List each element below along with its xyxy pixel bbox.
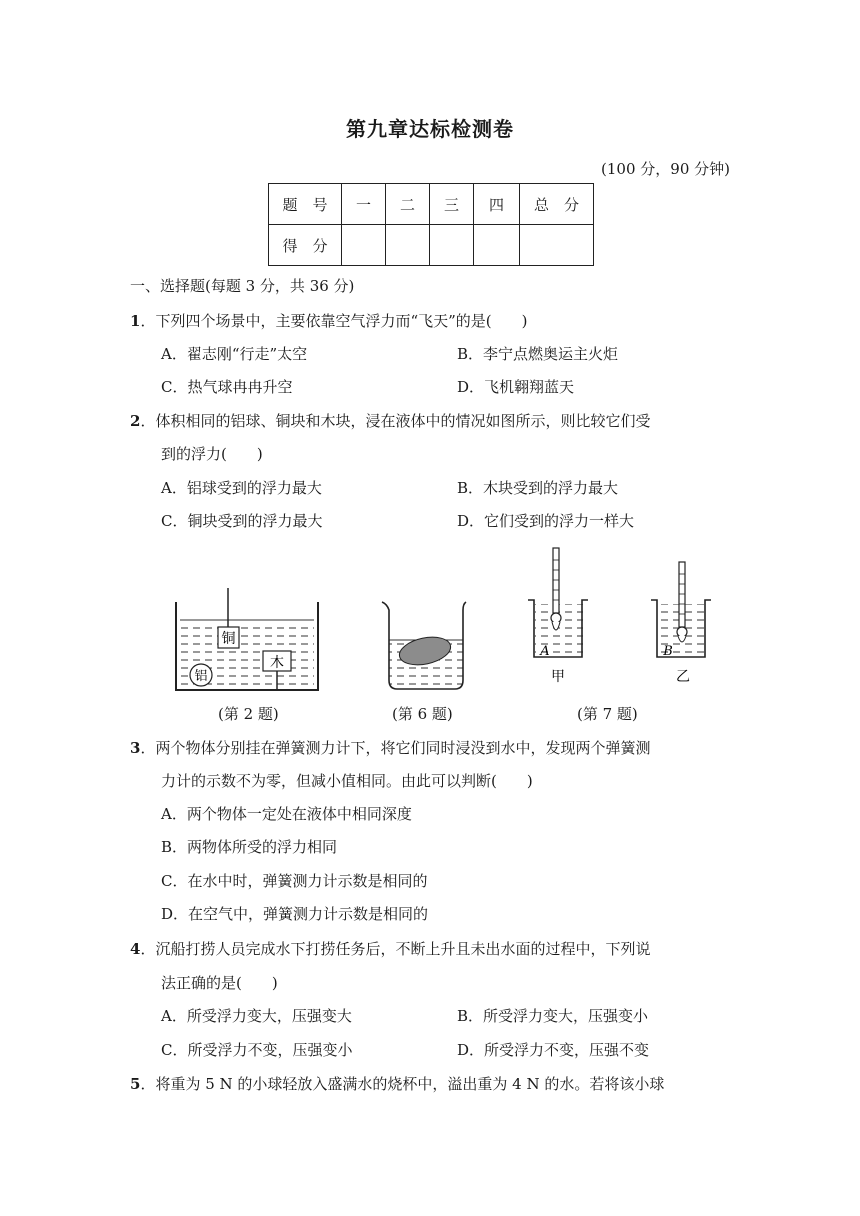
question-number: 1 (130, 312, 141, 330)
score-row-label: 得 分 (269, 225, 342, 266)
question-text: ．沉船打捞人员完成水下打捞任务后，不断上升且未出水面的过程中，下列说 (140, 940, 651, 958)
question-text: ．两个物体分别挂在弹簧测力计下，将它们同时浸没到水中，发现两个弹簧测 (140, 739, 651, 757)
option-b: B．两物体所受的浮力相同 (161, 838, 338, 856)
option-c: C．在水中时，弹簧测力计示数是相同的 (161, 872, 428, 890)
figure-6-caption: (第 6 题) (392, 705, 453, 723)
option-c: C．热气球冉冉升空 (161, 378, 293, 396)
option-d: D．所受浮力不变，压强不变 (457, 1041, 650, 1059)
score-table-header-row (269, 184, 594, 225)
figure-7-jia (528, 548, 588, 685)
option-a: A．两个物体一定处在液体中相同深度 (161, 805, 412, 823)
label-yi: 乙 (676, 669, 690, 685)
option-b: B．李宁点燃奥运主火炬 (457, 345, 619, 363)
question-text: ．将重为 5 N 的小球轻放入盛满水的烧杯中，溢出重为 4 N 的水。若将该小球 (140, 1075, 665, 1093)
option-a: A．翟志刚“行走”太空 (161, 345, 308, 363)
score-cell (386, 225, 430, 266)
section-heading: 一、选择题(每题 3 分，共 36 分) (130, 277, 355, 295)
question-3-stem (130, 737, 650, 758)
figure-7-yi (651, 562, 711, 685)
figure-7-caption: (第 7 题) (577, 705, 638, 723)
score-header-2: 二 (386, 184, 430, 225)
score-cell (342, 225, 386, 266)
score-cell (474, 225, 520, 266)
label-b: B (663, 644, 673, 659)
figure-2-caption: (第 2 题) (218, 705, 279, 723)
option-a: A．所受浮力变大，压强变大 (161, 1007, 352, 1025)
question-text: ．下列四个场景中，主要依靠空气浮力而“飞天”的是( ) (140, 312, 528, 330)
question-4-stem (130, 938, 650, 959)
question-text: ．体积相同的铝球、铜块和木块，浸在液体中的情况如图所示，则比较它们受 (140, 412, 651, 430)
score-cell (520, 225, 594, 266)
figure-2-tank (176, 588, 318, 690)
label-jia: 甲 (551, 669, 565, 685)
aluminum-label: 铝 (194, 669, 208, 684)
option-d: D．它们受到的浮力一样大 (457, 512, 635, 530)
label-a: A (540, 644, 550, 659)
score-table (268, 183, 594, 266)
score-table-score-row (269, 225, 594, 266)
score-header-label: 题 号 (269, 184, 342, 225)
option-d: D．飞机翱翔蓝天 (457, 378, 575, 396)
score-header-4: 四 (474, 184, 520, 225)
page-title: 第九章达标检测卷 (346, 117, 514, 141)
question-number: 5 (130, 1075, 141, 1093)
question-text-cont: 到的浮力( ) (161, 445, 263, 463)
score-cell (430, 225, 474, 266)
score-header-total: 总 分 (520, 184, 594, 225)
option-c: C．所受浮力不变，压强变小 (161, 1041, 353, 1059)
option-a: A．铝球受到的浮力最大 (161, 479, 322, 497)
option-b: B．所受浮力变大，压强变小 (457, 1007, 649, 1025)
figure-6-beaker (382, 602, 466, 689)
score-header-3: 三 (430, 184, 474, 225)
question-number: 2 (130, 412, 141, 430)
option-d: D．在空气中，弹簧测力计示数是相同的 (161, 905, 429, 923)
score-header-1: 一 (342, 184, 386, 225)
figures (0, 540, 860, 700)
question-number: 4 (130, 940, 141, 958)
option-b: B．木块受到的浮力最大 (457, 479, 619, 497)
question-number: 3 (130, 739, 141, 757)
question-text-cont: 法正确的是( ) (161, 974, 278, 992)
question-2-stem (130, 410, 650, 431)
copper-label: 铜 (221, 631, 236, 647)
wood-label: 木 (270, 655, 284, 671)
question-1-stem (130, 310, 527, 331)
exam-meta: (100 分，90 分钟) (601, 160, 730, 178)
option-c: C．铜块受到的浮力最大 (161, 512, 323, 530)
question-text-cont: 力计的示数不为零，但减小值相同。由此可以判断( ) (161, 772, 533, 790)
question-5-stem (130, 1073, 664, 1094)
